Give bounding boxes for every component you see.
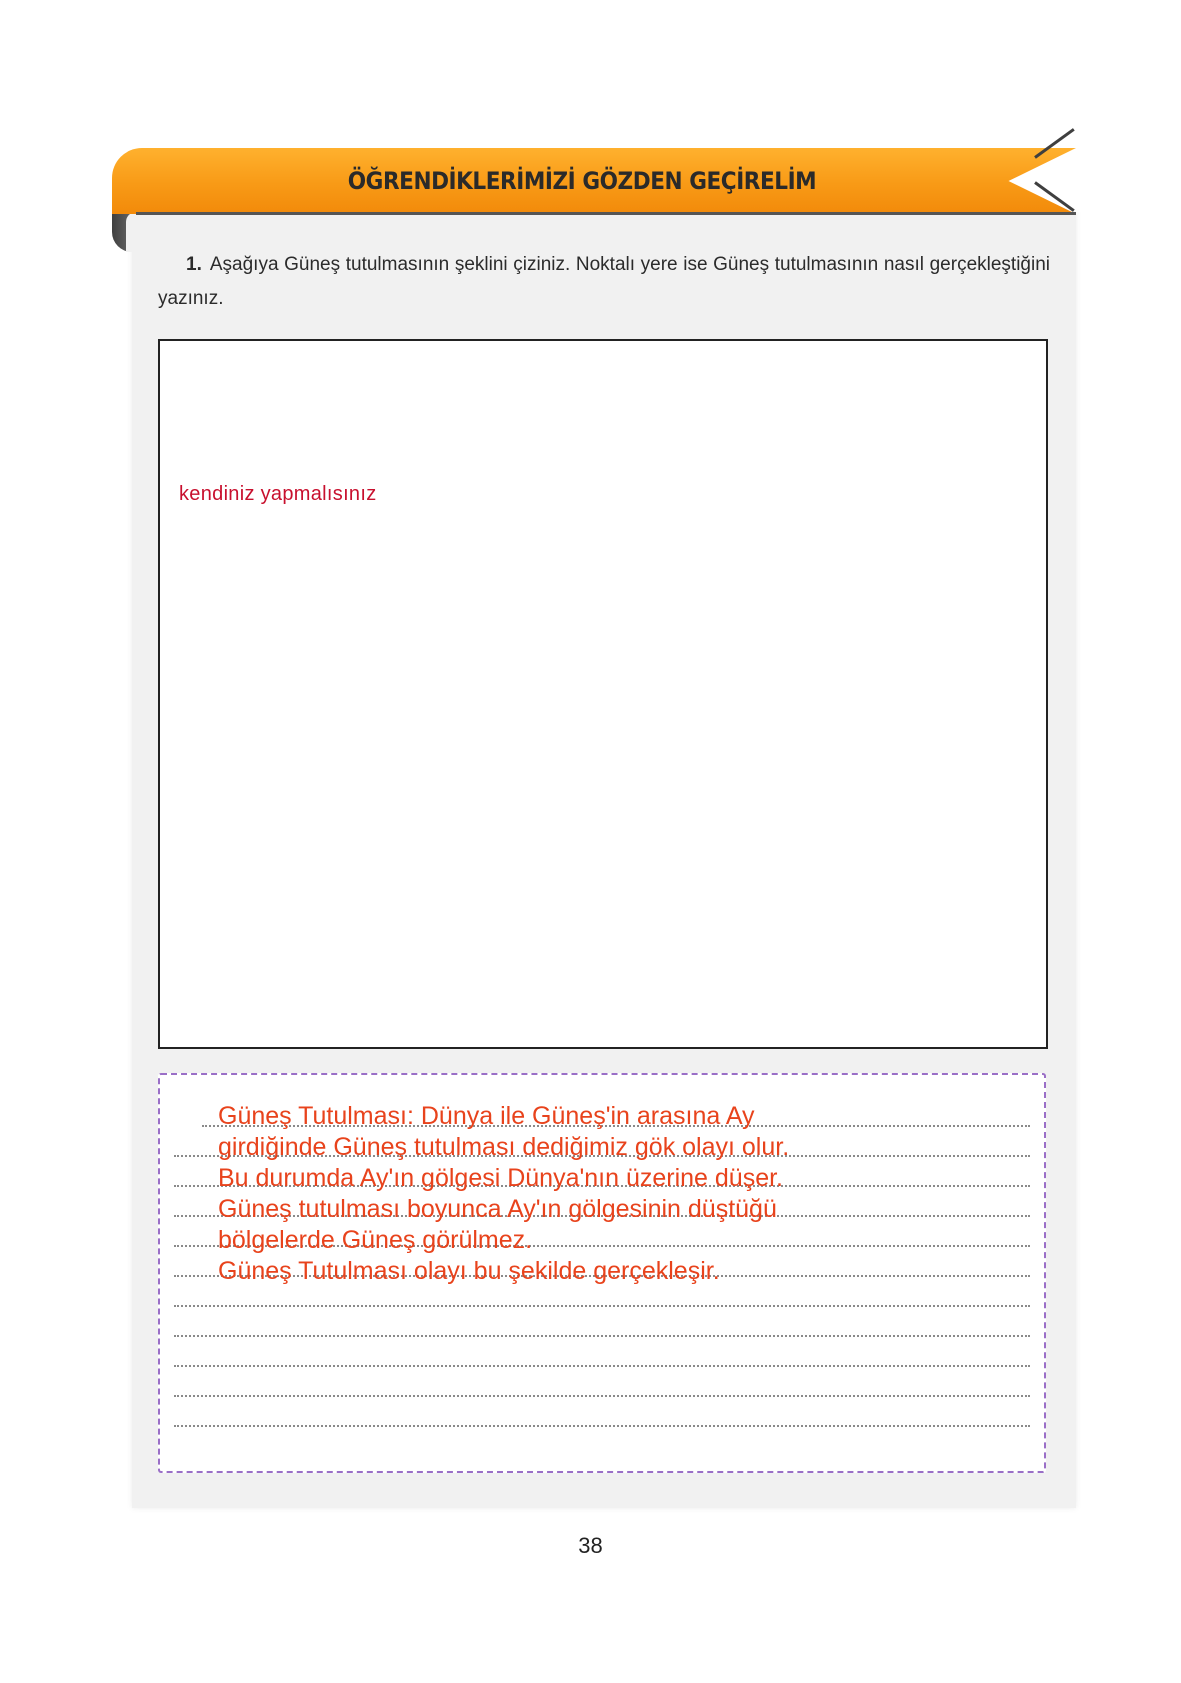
drawing-note: kendiniz yapmalısınız bbox=[179, 483, 377, 505]
dotted-line bbox=[174, 1395, 1030, 1397]
answer-line: Güneş Tutulması olayı bu şekilde gerçekleşir. bbox=[218, 1257, 720, 1285]
answer-line: Güneş tutulması boyunca Ay'ın gölgesinin düştüğü bbox=[218, 1195, 777, 1223]
answer-line: girdiğinde Güneş tutulması dediğimiz gök olayı olur. bbox=[218, 1133, 790, 1161]
question-number: 1. bbox=[186, 254, 202, 275]
answer-line: Bu durumda Ay'ın gölgesi Dünya'nın üzerine düşer. bbox=[218, 1164, 784, 1192]
answer-line: bölgelerde Güneş görülmez. bbox=[218, 1226, 533, 1254]
question-text: Aşağıya Güneş tutulmasının şeklini çiziniz. Noktalı yere ise Güneş tutulmasının nasıl gerçekleştiğini yazınız. bbox=[158, 254, 1050, 309]
drawing-box[interactable] bbox=[158, 339, 1048, 1049]
answer-text bbox=[218, 1101, 1018, 1287]
dotted-line bbox=[174, 1305, 1030, 1307]
dotted-line bbox=[174, 1365, 1030, 1367]
section-title: ÖĞRENDİKLERİMİZİ GÖZDEN GEÇİRELİM bbox=[347, 167, 817, 195]
answer-line: Güneş Tutulması: Dünya ile Güneş'in arasına Ay bbox=[218, 1102, 755, 1130]
dotted-line bbox=[174, 1425, 1030, 1427]
answer-box[interactable] bbox=[158, 1073, 1046, 1473]
page-number: 38 bbox=[578, 1533, 603, 1558]
question-1 bbox=[158, 248, 1050, 316]
banner-fold-inner bbox=[126, 212, 138, 252]
dotted-line bbox=[174, 1335, 1030, 1337]
